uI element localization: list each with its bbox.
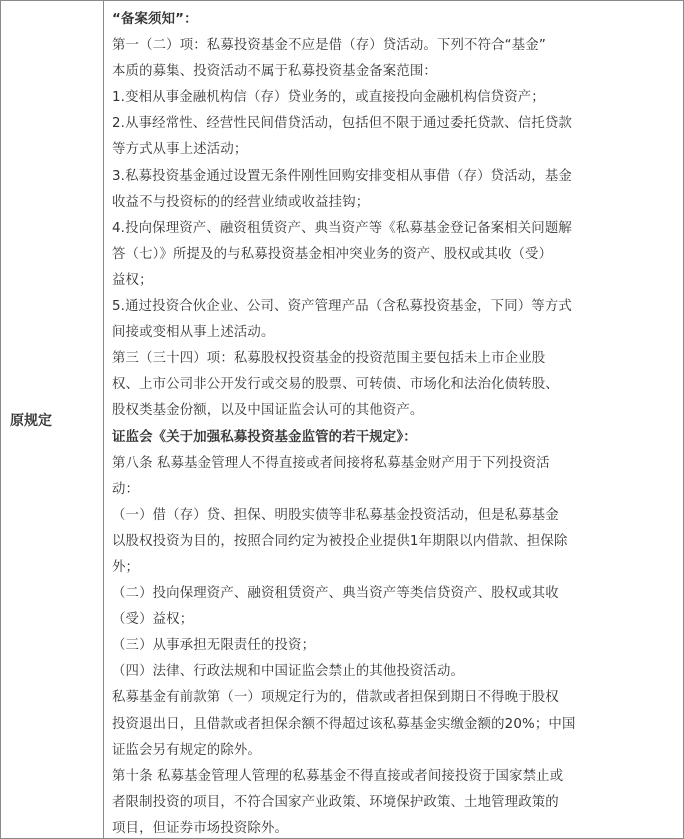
text-line: 者限制投资的项目，不符合国家产业政策、环境保护政策、土地管理政策的	[112, 794, 559, 810]
text-line: 收益不与投资标的的经营业绩或收益挂钩；	[112, 194, 370, 210]
text-line: （四）法律、行政法规和中国证监会禁止的其他投资活动。	[112, 664, 465, 680]
text-line: 1.变相从事金融机构信（存）贷业务的，或直接投向金融机构信贷资产；	[112, 90, 545, 106]
text-line: 第十条 私募基金管理人管理的私募基金不得直接或者间接投资于国家禁止或	[112, 768, 564, 784]
text-line: 项目，但证券市场投资除外。	[112, 820, 289, 836]
text-line: 外；	[112, 559, 140, 575]
text-line: 答（七）》所提及的与私募投资基金相冲突业务的资产、股权或其收（受）	[112, 246, 553, 262]
text-line: （受）益权；	[112, 612, 194, 628]
text-line: （一）借（存）贷、担保、明股实债等非私募基金投资活动，但是私募基金	[112, 507, 559, 523]
text-line: 本质的募集、投资活动不属于私募投资基金备案范围：	[112, 64, 437, 80]
row-label-cell	[1, 1, 104, 838]
section-heading-line: “备案须知”：	[112, 12, 198, 27]
text-line: 第八条 私募基金管理人不得直接或者间接将私募基金财产用于下列投资活	[112, 455, 550, 471]
text-line: 证监会另有规定的除外。	[112, 742, 261, 758]
row-label: 原规定	[10, 412, 52, 429]
text-line: 投资退出日，且借款或者担保余额不得超过该私募基金实缴金额的20%；中国	[112, 716, 576, 732]
text-line: 2.从事经常性、经营性民间借贷活动，包括但不限于通过委托贷款、信托贷款	[112, 116, 572, 132]
text-line: 4.投向保理资产、融资租赁资产、典当资产等《私募基金登记备案相关问题解	[112, 220, 572, 236]
text-line: 等方式从事上述活动；	[112, 142, 248, 158]
section-heading-line: 证监会《关于加强私募投资基金监管的若干规定》：	[112, 429, 417, 445]
text-line: 3.私募投资基金通过设置无条件刚性回购安排变相从事借（存）贷活动，基金	[112, 168, 572, 184]
text-line: （三）从事承担无限责任的投资；	[112, 638, 316, 654]
text-line: 股权类基金份额，以及中国证监会认可的其他资产。	[112, 403, 424, 419]
text-line: 5.通过投资合伙企业、公司、资产管理产品（含私募投资基金，下同）等方式	[112, 299, 572, 315]
text-line: 权、上市公司非公开发行或交易的股票、可转债、市场化和法治化债转股、	[112, 377, 559, 393]
text-line: 第一（二）项：私募投资基金不应是借（存）贷活动。下列不符合“基金”	[112, 38, 546, 54]
text-line: 动：	[112, 481, 140, 497]
text-line: 私募基金有前款第（一）项规定行为的，借款或者担保到期日不得晚于股权	[112, 690, 559, 706]
text-line: （二）投向保理资产、融资租赁资产、典当资产等类信贷资产、股权或其收	[112, 586, 559, 602]
regulation-content-cell	[104, 1, 683, 838]
text-line: 益权；	[112, 272, 153, 288]
text-line: 间接或变相从事上述活动。	[112, 325, 275, 341]
text-line: 以股权投资为目的，按照合同约定为被投企业提供1年期限以内借款、担保除	[112, 533, 568, 549]
text-line: 第三（三十四）项：私募股权投资基金的投资范围主要包括未上市企业股	[112, 351, 546, 367]
